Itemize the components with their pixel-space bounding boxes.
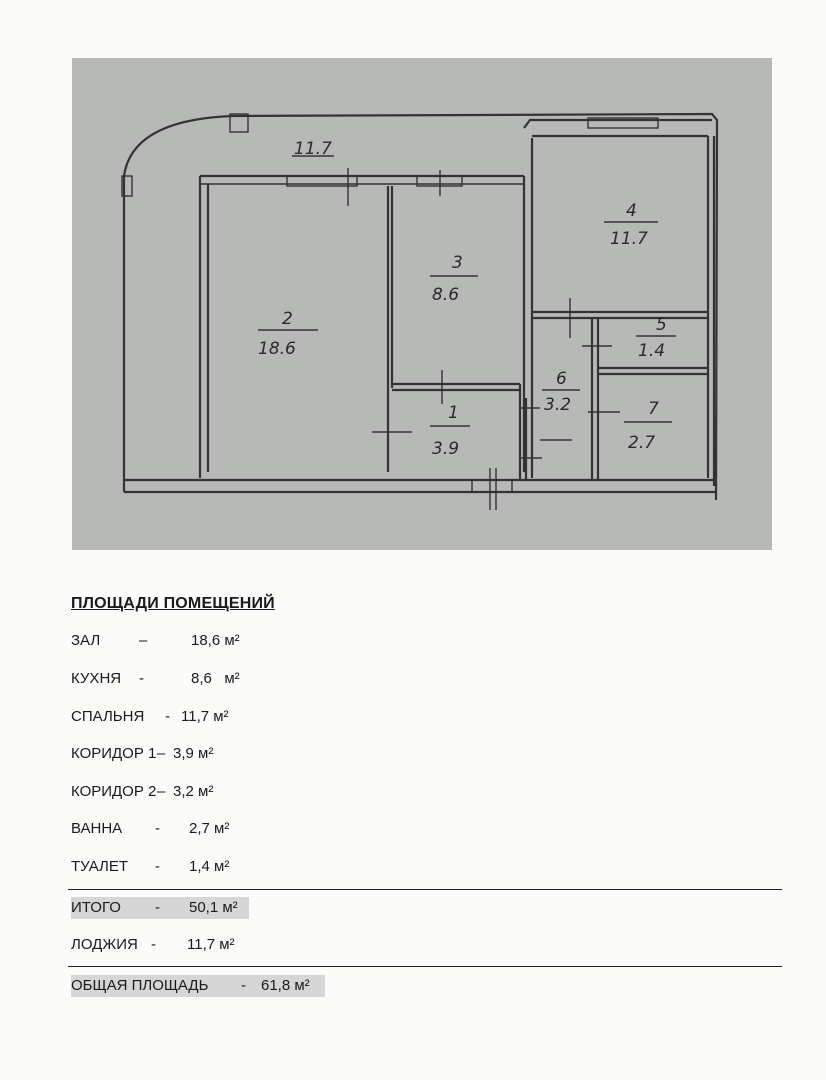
room5-area: 1.4 xyxy=(638,341,666,361)
room-name: ЗАЛ xyxy=(71,632,101,649)
room5-number: 5 xyxy=(656,315,667,335)
separator: – xyxy=(157,783,166,800)
room-name: КУХНЯ xyxy=(71,670,122,687)
room-name: ТУАЛЕТ xyxy=(71,858,129,875)
area-row-loggia xyxy=(71,934,235,956)
room-name: ВАННА xyxy=(71,820,123,837)
area-row-bath xyxy=(71,818,230,840)
separator: - xyxy=(139,670,144,687)
plan-labels xyxy=(72,58,772,550)
area-row-bedroom xyxy=(71,706,229,728)
room1-area: 3.9 xyxy=(432,439,460,459)
room3-number: 3 xyxy=(452,253,463,273)
room4-number: 4 xyxy=(626,201,637,221)
area-row-corridor2 xyxy=(71,781,214,803)
area-row-hall xyxy=(71,630,240,652)
room2-number: 2 xyxy=(282,309,293,329)
room-name: КОРИДОР 2 xyxy=(71,783,157,800)
room6-area: 3.2 xyxy=(544,395,572,415)
loggia-label: ЛОДЖИЯ xyxy=(71,936,138,953)
room4-area: 11.7 xyxy=(610,229,648,249)
separator: - xyxy=(155,858,160,875)
room-name: СПАЛЬНЯ xyxy=(71,708,145,725)
room-name: КОРИДОР 1 xyxy=(71,745,157,762)
room1-number: 1 xyxy=(448,403,459,423)
room-area: 2,7 м² xyxy=(189,820,230,837)
room2-area: 18.6 xyxy=(258,339,296,359)
room6-number: 6 xyxy=(556,369,567,389)
subtotal-label: ИТОГО xyxy=(71,899,121,916)
room-area: 3,2 м² xyxy=(173,783,214,800)
room-area: 18,6 м² xyxy=(191,632,240,649)
room-area: 11,7 м² xyxy=(181,708,229,725)
separator: - xyxy=(165,708,170,725)
loggia-value: 11,7 м² xyxy=(187,936,235,953)
divider-subtotal xyxy=(68,889,782,890)
separator: - xyxy=(155,899,160,916)
separator: – xyxy=(139,632,148,649)
area-row-total xyxy=(71,975,325,997)
room-area: 3,9 м² xyxy=(173,745,214,762)
floor-plan xyxy=(72,58,772,550)
room7-area: 2.7 xyxy=(628,433,656,453)
room-area: 1,4 м² xyxy=(189,858,230,875)
area-row-toilet xyxy=(71,856,230,878)
room7-number: 7 xyxy=(648,399,659,419)
separator: – xyxy=(157,745,166,762)
total-label: ОБЩАЯ ПЛОЩАДЬ xyxy=(71,977,209,994)
total-value: 61,8 м² xyxy=(261,977,310,994)
subtotal-value: 50,1 м² xyxy=(189,899,238,916)
separator: - xyxy=(151,936,156,953)
room-area: 8,6 м² xyxy=(191,670,240,687)
area-row-subtotal xyxy=(71,897,249,919)
room3-area: 8.6 xyxy=(432,285,460,305)
areas-title: ПЛОЩАДИ ПОМЕЩЕНИЙ xyxy=(71,595,275,612)
divider-total xyxy=(68,966,782,967)
separator: - xyxy=(155,820,160,837)
loggia-area-label: 11.7 xyxy=(294,139,332,159)
area-row-kitchen xyxy=(71,668,240,690)
separator: - xyxy=(241,977,246,994)
area-row-corridor1 xyxy=(71,743,214,765)
